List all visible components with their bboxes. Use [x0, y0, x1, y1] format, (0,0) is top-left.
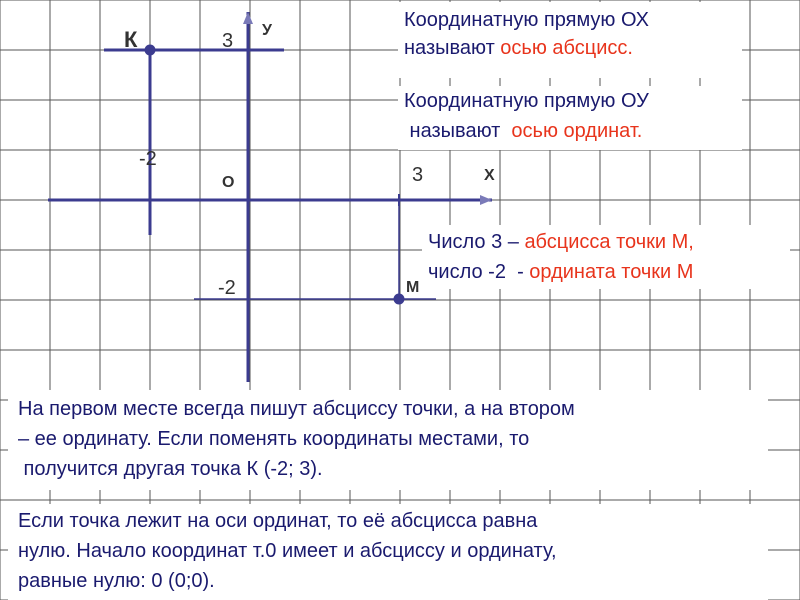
ordinate-axis-note — [398, 86, 742, 150]
ordinate-of-m: ордината точки М — [529, 261, 694, 283]
point-k-label: К — [124, 27, 138, 52]
point-k — [145, 45, 156, 56]
abscissa-axis-note — [398, 2, 742, 78]
order-rule-line3: получится другая точка К (-2; 3). — [18, 458, 323, 480]
zero-rule-line2: нулю. Начало координат т.0 имеет и абсциссу и ординату, — [18, 540, 557, 562]
point-note-line2-prefix: число -2 - — [428, 261, 530, 283]
zero-rule-line3: равные нулю: 0 (0;0). — [18, 570, 215, 592]
x-axis-label: Х — [484, 167, 495, 184]
tick-y-neg2-label: -2 — [218, 277, 236, 299]
point-note-line1-prefix: Число 3 – — [428, 231, 525, 253]
zero-coordinates-paragraph — [8, 504, 768, 600]
ordinate-note-prefix: называют — [404, 120, 512, 142]
point-m-coordinates-note — [422, 225, 790, 289]
y-axis-label: У — [262, 22, 272, 39]
abscissa-of-m: абсцисса точки М, — [524, 231, 694, 253]
y-axis-arrow — [243, 12, 253, 24]
order-rule-line1: На первом месте всегда пишут абсциссу точки, а на втором — [18, 398, 575, 420]
tick-x-3-label: 3 — [412, 164, 424, 186]
point-m-label: М — [406, 279, 420, 296]
ordinate-note-line1: Координатную прямую ОУ — [404, 90, 649, 112]
coordinate-order-paragraph — [8, 390, 768, 490]
abscissa-note-line1: Координатную прямую ОХ — [404, 9, 649, 31]
tick-y-3-label: 3 — [222, 30, 234, 52]
abscissa-note-prefix: называют — [404, 37, 501, 59]
ordinate-term: осью ординат. — [511, 120, 643, 142]
point-m — [394, 294, 405, 305]
tick-x-neg2-label: -2 — [139, 148, 157, 170]
abscissa-term: осью абсцисс. — [500, 37, 633, 59]
x-axis-arrow — [480, 195, 492, 205]
origin-label: О — [222, 174, 235, 191]
zero-rule-line1: Если точка лежит на оси ординат, то её абсцисса равна — [18, 510, 538, 532]
order-rule-line2: – ее ординату. Если поменять координаты местами, то — [18, 428, 530, 450]
